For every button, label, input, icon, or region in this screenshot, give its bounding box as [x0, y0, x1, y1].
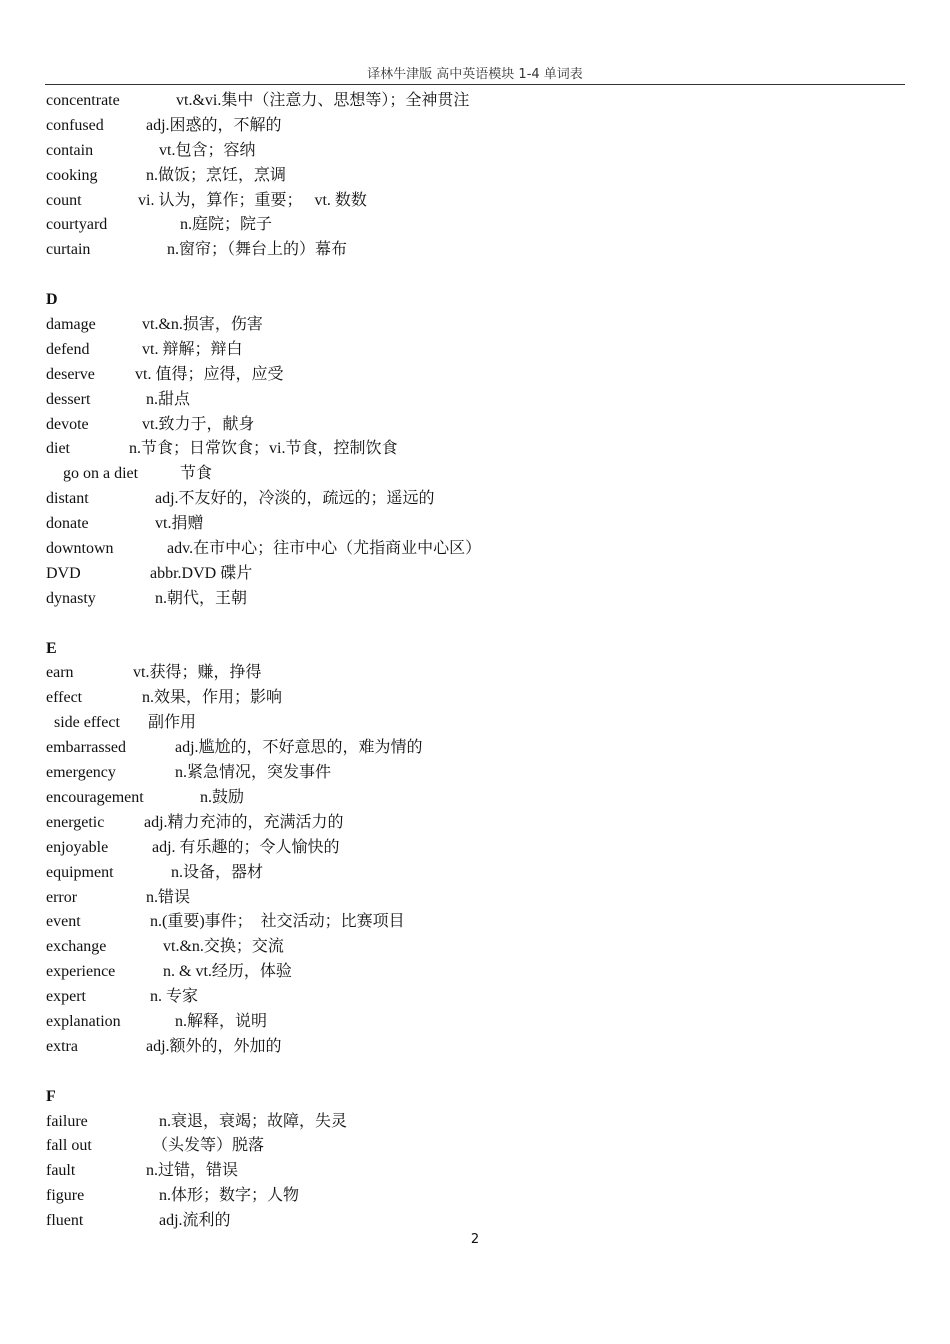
entry-word: downtown	[46, 540, 114, 558]
entry-word: fluent	[46, 1212, 84, 1230]
entry-definition: n.错误	[146, 888, 191, 906]
vocabulary-list	[46, 89, 906, 1234]
entry-definition: n.效果，作用；影响	[142, 689, 283, 707]
entry-word: figure	[46, 1187, 85, 1205]
vocabulary-entry	[46, 686, 906, 711]
vocabulary-entry	[46, 313, 906, 338]
entry-word: exchange	[46, 938, 107, 956]
vocabulary-entry	[46, 761, 906, 786]
entry-definition: vt.&n.交换；交流	[163, 938, 284, 956]
entry-definition: adj.不友好的，冷淡的，疏远的；遥远的	[155, 490, 435, 508]
entry-word: concentrate	[46, 92, 120, 109]
blank-line	[46, 612, 906, 637]
entry-word: failure	[46, 1112, 88, 1130]
vocabulary-entry	[46, 1134, 906, 1159]
vocabulary-entry	[46, 562, 906, 587]
vocabulary-entry	[46, 1184, 906, 1209]
vocabulary-entry	[46, 114, 906, 139]
entry-word: event	[46, 913, 81, 931]
vocabulary-entry	[46, 811, 906, 836]
entry-word: extra	[46, 1037, 78, 1055]
vocabulary-entry	[46, 139, 906, 164]
entry-word: experience	[46, 963, 116, 981]
entry-definition: n.朝代，王朝	[155, 589, 248, 607]
vocabulary-entry	[46, 587, 906, 612]
entry-word: encouragement	[46, 788, 144, 806]
entry-word: dynasty	[46, 589, 96, 607]
entry-word: effect	[46, 689, 83, 707]
entry-definition: adj.困惑的，不解的	[146, 116, 282, 134]
vocabulary-entry	[46, 861, 906, 886]
section-letter	[46, 637, 906, 662]
entry-word: earn	[46, 664, 74, 682]
entry-definition: n. & vt.经历，体验	[163, 963, 292, 981]
phrase-entry	[46, 462, 906, 487]
page-number: 2	[470, 1232, 480, 1247]
entry-definition: vt.&vi.集中（注意力、思想等）；全神贯注	[176, 92, 470, 109]
vocabulary-entry	[46, 487, 906, 512]
entry-word: defend	[46, 340, 90, 358]
entry-word: cooking	[46, 166, 98, 184]
phrase-entry	[46, 711, 906, 736]
vocabulary-entry	[46, 736, 906, 761]
entry-word: diet	[46, 440, 70, 458]
entry-definition: n.衰退，衰竭；故障，失灵	[159, 1112, 348, 1130]
entry-definition: vt. 值得；应得，应受	[135, 365, 284, 383]
entry-definition: n.甜点	[146, 390, 191, 408]
entry-word: error	[46, 888, 78, 906]
entry-definition: 节食	[180, 465, 213, 483]
vocabulary-entry	[46, 164, 906, 189]
entry-word: DVD	[46, 564, 81, 582]
entry-definition: vt.&n.损害，伤害	[142, 316, 263, 334]
entry-word: explanation	[46, 1012, 121, 1030]
entry-word: side effect	[54, 714, 120, 732]
entry-word: embarrassed	[46, 739, 126, 757]
entry-definition: n.过错，错误	[146, 1162, 239, 1180]
entry-word: count	[46, 191, 82, 209]
vocabulary-entry	[46, 238, 906, 263]
entry-definition: n.节食；日常饮食；vi.节食，控制饮食	[129, 440, 398, 458]
entry-word: energetic	[46, 813, 105, 831]
entry-word: deserve	[46, 365, 95, 383]
entry-word: damage	[46, 316, 96, 334]
entry-definition: n.做饭；烹饪，烹调	[146, 166, 287, 184]
section-letter-label: D	[46, 291, 58, 309]
vocabulary-entry	[46, 910, 906, 935]
entry-definition: n.(重要)事件； 社交活动；比赛项目	[150, 913, 405, 931]
entry-definition: adj.流利的	[159, 1212, 231, 1230]
vocabulary-entry	[46, 388, 906, 413]
entry-definition: adj. 有乐趣的；令人愉快的	[152, 838, 340, 856]
entry-definition: n.体形；数字；人物	[159, 1187, 300, 1205]
entry-word: expert	[46, 988, 86, 1006]
vocabulary-entry	[46, 1110, 906, 1135]
section-letter-label: F	[46, 1087, 56, 1105]
entry-definition: n.解释，说明	[175, 1012, 268, 1030]
section-letter	[46, 288, 906, 313]
entry-definition: n.紧急情况，突发事件	[175, 764, 332, 782]
entry-definition: 副作用	[148, 714, 197, 732]
vocabulary-entry	[46, 189, 906, 214]
vocabulary-entry	[46, 413, 906, 438]
blank-line	[46, 1060, 906, 1085]
entry-definition: vt.获得；赚，挣得	[133, 664, 262, 682]
vocabulary-entry	[46, 537, 906, 562]
vocabulary-entry	[46, 935, 906, 960]
entry-definition: adv.在市中心；往市中心（尤指商业中心区）	[167, 540, 482, 558]
vocabulary-entry	[46, 437, 906, 462]
vocabulary-entry	[46, 960, 906, 985]
entry-definition: abbr.DVD 碟片	[150, 564, 253, 582]
entry-word: donate	[46, 515, 89, 533]
entry-word: equipment	[46, 863, 114, 881]
entry-word: curtain	[46, 241, 91, 259]
vocabulary-entry	[46, 363, 906, 388]
entry-word: confused	[46, 116, 104, 134]
entry-word: dessert	[46, 390, 91, 408]
entry-definition: n.设备，器材	[171, 863, 264, 881]
entry-definition: vt.致力于，献身	[142, 415, 255, 433]
entry-word: distant	[46, 490, 89, 508]
vocabulary-entry	[46, 213, 906, 238]
entry-definition: n.窗帘；（舞台上的）幕布	[167, 241, 348, 259]
vocabulary-entry	[46, 89, 906, 114]
page-header: 译林牛津版 高中英语模块 1-4 单词表	[45, 66, 905, 85]
vocabulary-entry	[46, 512, 906, 537]
entry-definition: n. 专家	[150, 988, 199, 1006]
vocabulary-entry	[46, 1159, 906, 1184]
entry-definition: vi. 认为，算作；重要； vt. 数数	[138, 191, 367, 209]
section-letter-label: E	[46, 639, 57, 657]
vocabulary-entry	[46, 886, 906, 911]
entry-word: go on a diet	[63, 465, 139, 483]
entry-word: fall out	[46, 1137, 92, 1155]
vocabulary-entry	[46, 661, 906, 686]
entry-definition: n.庭院；院子	[180, 216, 273, 234]
entry-definition: vt. 辩解；辩白	[142, 340, 243, 358]
entry-definition: n.鼓励	[200, 788, 245, 806]
entry-word: devote	[46, 415, 89, 433]
vocabulary-entry	[46, 985, 906, 1010]
entry-word: courtyard	[46, 216, 108, 234]
vocabulary-entry	[46, 836, 906, 861]
vocabulary-entry	[46, 1035, 906, 1060]
entry-word: emergency	[46, 764, 116, 782]
entry-definition: adj.精力充沛的，充满活力的	[144, 813, 344, 831]
entry-definition: adj.额外的，外加的	[146, 1037, 282, 1055]
entry-definition: （头发等）脱落	[152, 1137, 265, 1155]
vocabulary-entry	[46, 338, 906, 363]
vocabulary-entry	[46, 786, 906, 811]
blank-line	[46, 263, 906, 288]
entry-definition: adj.尴尬的，不好意思的，难为情的	[175, 739, 423, 757]
section-letter	[46, 1085, 906, 1110]
vocabulary-entry	[46, 1010, 906, 1035]
entry-definition: vt.捐赠	[155, 515, 204, 533]
entry-definition: vt.包含；容纳	[159, 141, 256, 159]
entry-word: enjoyable	[46, 838, 109, 856]
vocabulary-entry	[46, 1209, 906, 1234]
entry-word: fault	[46, 1162, 76, 1180]
entry-word: contain	[46, 141, 94, 159]
